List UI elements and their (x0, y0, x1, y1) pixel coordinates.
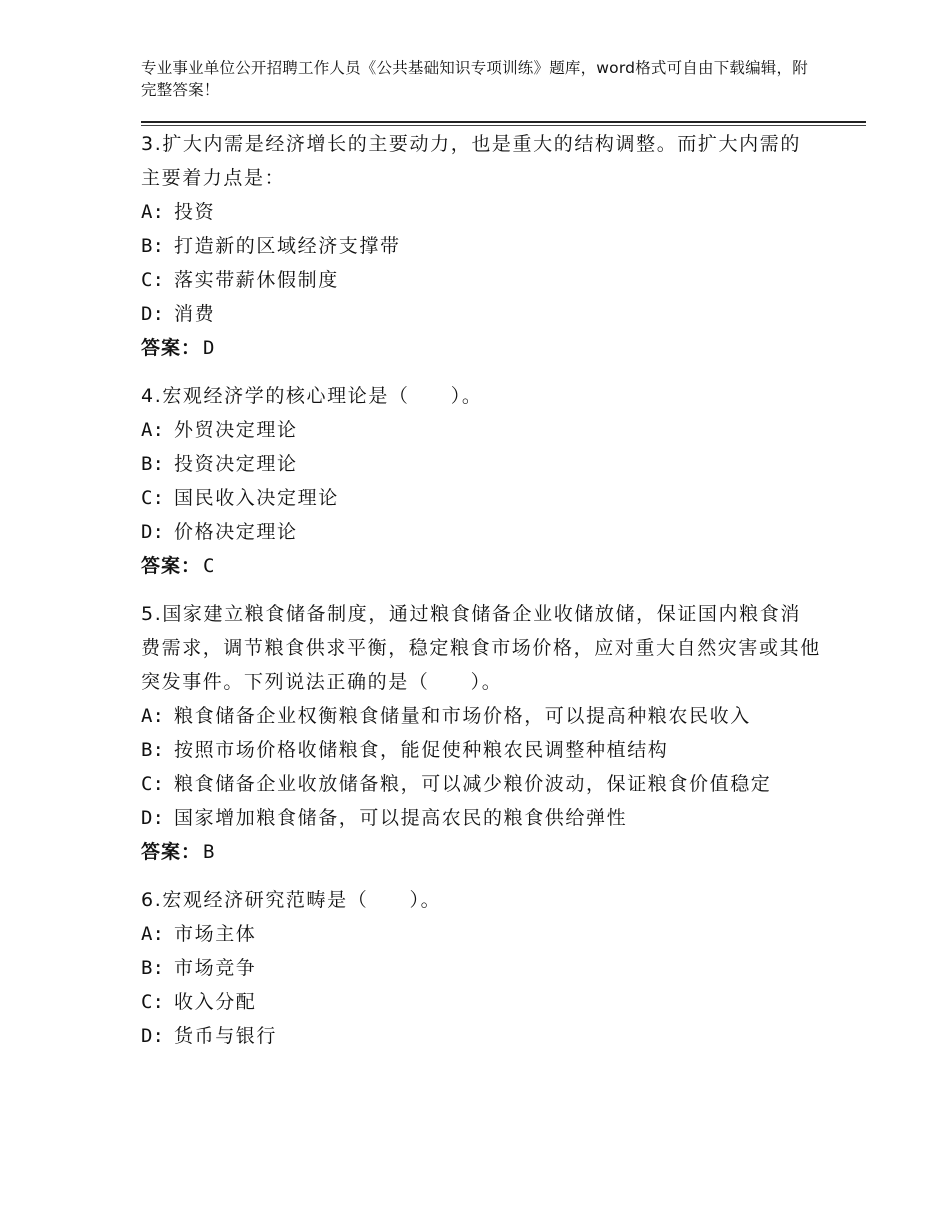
question-stem: 6.宏观经济研究范畴是（ ）。 (141, 889, 442, 911)
option-text: 按照市场价格收储粮食，能促使种粮农民调整种植结构 (174, 739, 669, 761)
question-5 (141, 597, 821, 869)
option-text: 投资 (174, 201, 216, 223)
option-text: 落实带薪休假制度 (174, 269, 339, 291)
option-c (141, 481, 821, 515)
option-text: 粮食储备企业权衡粮食储量和市场价格，可以提高种粮农民收入 (174, 705, 751, 727)
option-text: 国家增加粮食储备，可以提高农民的粮食供给弹性 (174, 807, 628, 829)
option-key: A: (141, 419, 164, 441)
option-key: D: (141, 521, 164, 543)
question-stem: 4.宏观经济学的核心理论是（ ）。 (141, 385, 483, 407)
option-d (141, 801, 821, 835)
option-d (141, 1019, 821, 1053)
option-b (141, 733, 821, 767)
question-list (141, 127, 821, 1067)
option-b (141, 951, 821, 985)
question-stem: 3.扩大内需是经济增长的主要动力，也是重大的结构调整。而扩大内需的主要着力点是： (141, 133, 801, 189)
option-key: B: (141, 453, 164, 475)
option-key: D: (141, 807, 164, 829)
answer-label: 答案： (141, 841, 202, 863)
option-text: 外贸决定理论 (174, 419, 298, 441)
option-text: 国民收入决定理论 (174, 487, 339, 509)
option-text: 价格决定理论 (174, 521, 298, 543)
option-c (141, 263, 821, 297)
answer-label: 答案： (141, 337, 202, 359)
option-key: A: (141, 705, 164, 727)
option-text: 市场主体 (174, 923, 257, 945)
question-4 (141, 379, 821, 583)
answer-value: D (203, 337, 216, 359)
answer-line (141, 549, 821, 583)
answer-value: B (203, 841, 216, 863)
answer-value: C (203, 555, 216, 577)
option-a (141, 699, 821, 733)
question-3 (141, 127, 821, 365)
option-key: C: (141, 487, 164, 509)
option-key: D: (141, 1025, 164, 1047)
option-d (141, 515, 821, 549)
option-a (141, 917, 821, 951)
option-key: C: (141, 773, 164, 795)
option-text: 粮食储备企业收放储备粮，可以减少粮价波动，保证粮食价值稳定 (174, 773, 772, 795)
option-key: C: (141, 991, 164, 1013)
answer-line (141, 331, 821, 365)
option-text: 投资决定理论 (174, 453, 298, 475)
option-b (141, 447, 821, 481)
option-text: 收入分配 (174, 991, 257, 1013)
option-text: 打造新的区域经济支撑带 (174, 235, 401, 257)
question-stem: 5.国家建立粮食储备制度，通过粮食储备企业收储放储，保证国内粮食消费需求，调节粮食供求平衡，稳定粮食市场价格，应对重大自然灾害或其他突发事件。下列说法正确的是（ ）。 (141, 603, 821, 693)
option-key: A: (141, 923, 164, 945)
option-key: C: (141, 269, 164, 291)
document-header: 专业事业单位公开招聘工作人员《公共基础知识专项训练》题库，word格式可自由下载编辑，附完整答案！ (141, 59, 808, 99)
option-text: 货币与银行 (174, 1025, 278, 1047)
header-rule-thick (141, 121, 866, 123)
option-key: A: (141, 201, 164, 223)
option-c (141, 767, 821, 801)
option-key: B: (141, 235, 164, 257)
option-key: D: (141, 303, 164, 325)
answer-line (141, 835, 821, 869)
option-text: 市场竞争 (174, 957, 257, 979)
answer-label: 答案： (141, 555, 202, 577)
option-a (141, 195, 821, 229)
option-c (141, 985, 821, 1019)
option-b (141, 229, 821, 263)
option-a (141, 413, 821, 447)
header-rule-thin (141, 125, 866, 126)
question-6 (141, 883, 821, 1053)
option-d (141, 297, 821, 331)
option-key: B: (141, 739, 164, 761)
option-key: B: (141, 957, 164, 979)
option-text: 消费 (174, 303, 216, 325)
